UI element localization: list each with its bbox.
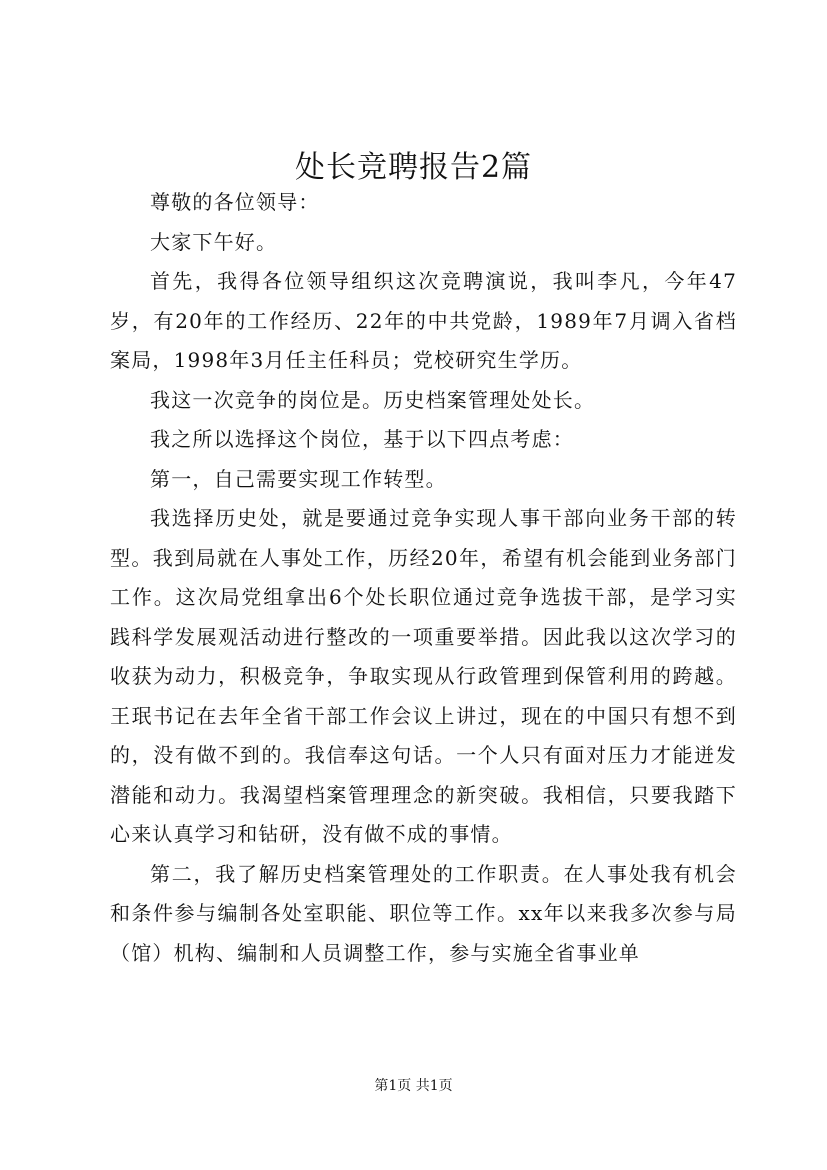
paragraph-salutation: 尊敬的各位领导： <box>150 190 320 214</box>
paragraph-reason-one-detail: 我选择历史处，就是要通过竞争实现人事干部向业务干部的转型。我到局就在人事处工作，历经20年，希望有机会能到业务部门工作。这次局党组拿出6个处长职位通过竞争选拔干部，是学习实践科学发展观活动进行整改的一项重要举措。因此我以这次学习的收获为动力，积极竞争，争取实现从行政管理到保管利用的跨越。王珉书记在去年全省干部工作会议上讲过，现在的中国只有想不到的，没有做不到的。我信奉这句话。一个人只有面对压力才能迸发潜能和动力。我渴望档案管理理念的新突破。我相信，只要我踏下心来认真学习和钻研，没有做不成的事情。 <box>110 506 737 846</box>
paragraph-reason-two: 第二，我了解历史档案管理处的工作职责。在人事处我有机会和条件参与编制各处室职能、职位等工作。xx年以来我多次参与局（馆）机构、编制和人员调整工作，参与实施全省事业单 <box>110 861 737 965</box>
document-body <box>110 183 737 973</box>
document-title: 处长竞聘报告2篇 <box>294 150 533 185</box>
paragraph-reason-one: 第一，自己需要实现工作转型。 <box>150 466 447 491</box>
page-number-footer: 第1页 共1页 <box>374 1078 453 1094</box>
paragraph-reasons-intro: 我之所以选择这个岗位，基于以下四点考虑： <box>150 427 574 451</box>
paragraph-greeting: 大家下午好。 <box>150 229 278 254</box>
paragraph-introduction: 首先，我得各位领导组织这次竞聘演说，我叫李凡，今年47岁，有20年的工作经历、22年的中共党龄，1989年7月调入省档案局，1998年3月任主任科员；党校研究生学历。 <box>110 269 737 372</box>
paragraph-position: 我这一次竞争的岗位是。历史档案管理处处长。 <box>150 387 596 412</box>
